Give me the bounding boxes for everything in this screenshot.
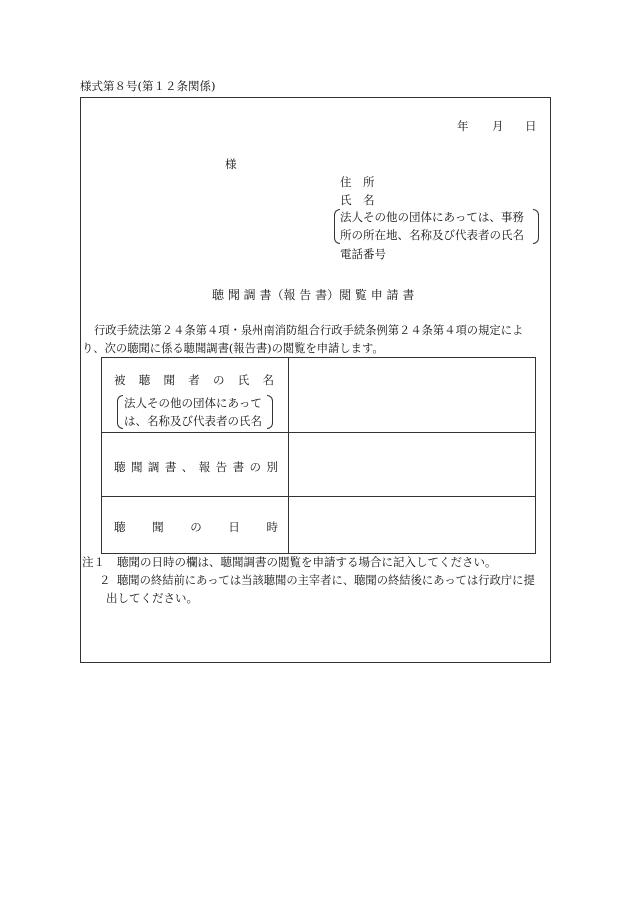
row3-label-cell <box>102 497 289 554</box>
row3-value-cell[interactable] <box>289 497 536 554</box>
corp-note-line2: 所の所在地、名称及び代表者の氏名 <box>340 228 524 242</box>
row2-char: 報 <box>198 460 211 474</box>
row2-label-cell <box>102 433 289 497</box>
row2-char: 、 <box>181 460 194 474</box>
body-line2: り、次の聴聞に係る聴聞調書(報告書)の閲覧を申請します。 <box>82 342 384 355</box>
corp-note-bracket-right <box>533 209 539 244</box>
row3-char: 聴 <box>114 520 126 534</box>
row3-char: 時 <box>266 520 278 534</box>
row1-value-cell[interactable] <box>289 358 536 433</box>
row1-note-line1: 法人その他の団体にあって <box>124 396 262 410</box>
phone-label: 電話番号 <box>340 247 386 261</box>
row2-char: 調 <box>147 460 160 474</box>
row1-char: 者 <box>188 373 200 387</box>
table-row <box>102 497 536 554</box>
corp-note-line1: 法人その他の団体にあっては、事務 <box>340 210 524 224</box>
row2-char: 告 <box>215 460 228 474</box>
row2-char: 書 <box>164 460 177 474</box>
note1-prefix: 注１ <box>82 555 105 569</box>
row3-label <box>114 519 278 535</box>
table-row <box>102 358 536 433</box>
note2-text-line2: 出してください。 <box>106 591 198 605</box>
note2-text-line1: 聴聞の終結前にあっては当該聴聞の主宰者に、聴聞の終結後にあっては行政庁に提 <box>117 574 535 587</box>
body-line1: 行政手続法第２４条第４項・泉州南消防組合行政手続条例第２４条第４項の規定によ <box>94 324 524 337</box>
row1-char: の <box>213 373 225 387</box>
row2-char: 聞 <box>130 460 143 474</box>
row1-label-cell <box>102 358 289 433</box>
note1-text: 聴聞の日時の欄は、聴聞調書の閲覧を申請する場合に記入してください。 <box>117 555 497 569</box>
row1-char: 聴 <box>138 373 151 387</box>
addressee-suffix: 様 <box>225 157 237 171</box>
date-month: 月 <box>492 119 504 133</box>
row1-note-line2: は、名称及び代表者の氏名 <box>124 414 262 428</box>
row2-char: の <box>249 460 261 474</box>
date-day: 日 <box>525 119 537 133</box>
note2-prefix: ２ <box>99 573 111 587</box>
row2-value-cell[interactable] <box>289 433 536 497</box>
form-number: 様式第８号(第１２条関係) <box>80 79 216 93</box>
row2-char: 別 <box>266 460 278 474</box>
row1-label <box>114 372 274 388</box>
row1-char: 氏 <box>237 373 250 387</box>
row1-char: 聞 <box>163 373 175 387</box>
row1-note-bracket-left <box>117 395 123 429</box>
row1-char: 被 <box>114 373 126 387</box>
application-table <box>101 357 536 554</box>
row1-char: 名 <box>262 373 274 387</box>
row1-note-bracket-right <box>267 395 273 429</box>
date-year: 年 <box>457 119 469 133</box>
address-label: 住 所 <box>340 175 375 189</box>
row2-label <box>114 459 278 475</box>
row2-char: 書 <box>232 460 245 474</box>
row3-char: の <box>190 520 202 534</box>
table-row <box>102 433 536 497</box>
row3-char: 聞 <box>152 520 164 534</box>
document-title: 聴 聞 調 書（報 告 書）閲 覧 申 請 書 <box>212 288 415 302</box>
row2-char: 聴 <box>114 460 126 474</box>
row3-char: 日 <box>228 520 240 534</box>
name-label: 氏 名 <box>340 193 375 207</box>
